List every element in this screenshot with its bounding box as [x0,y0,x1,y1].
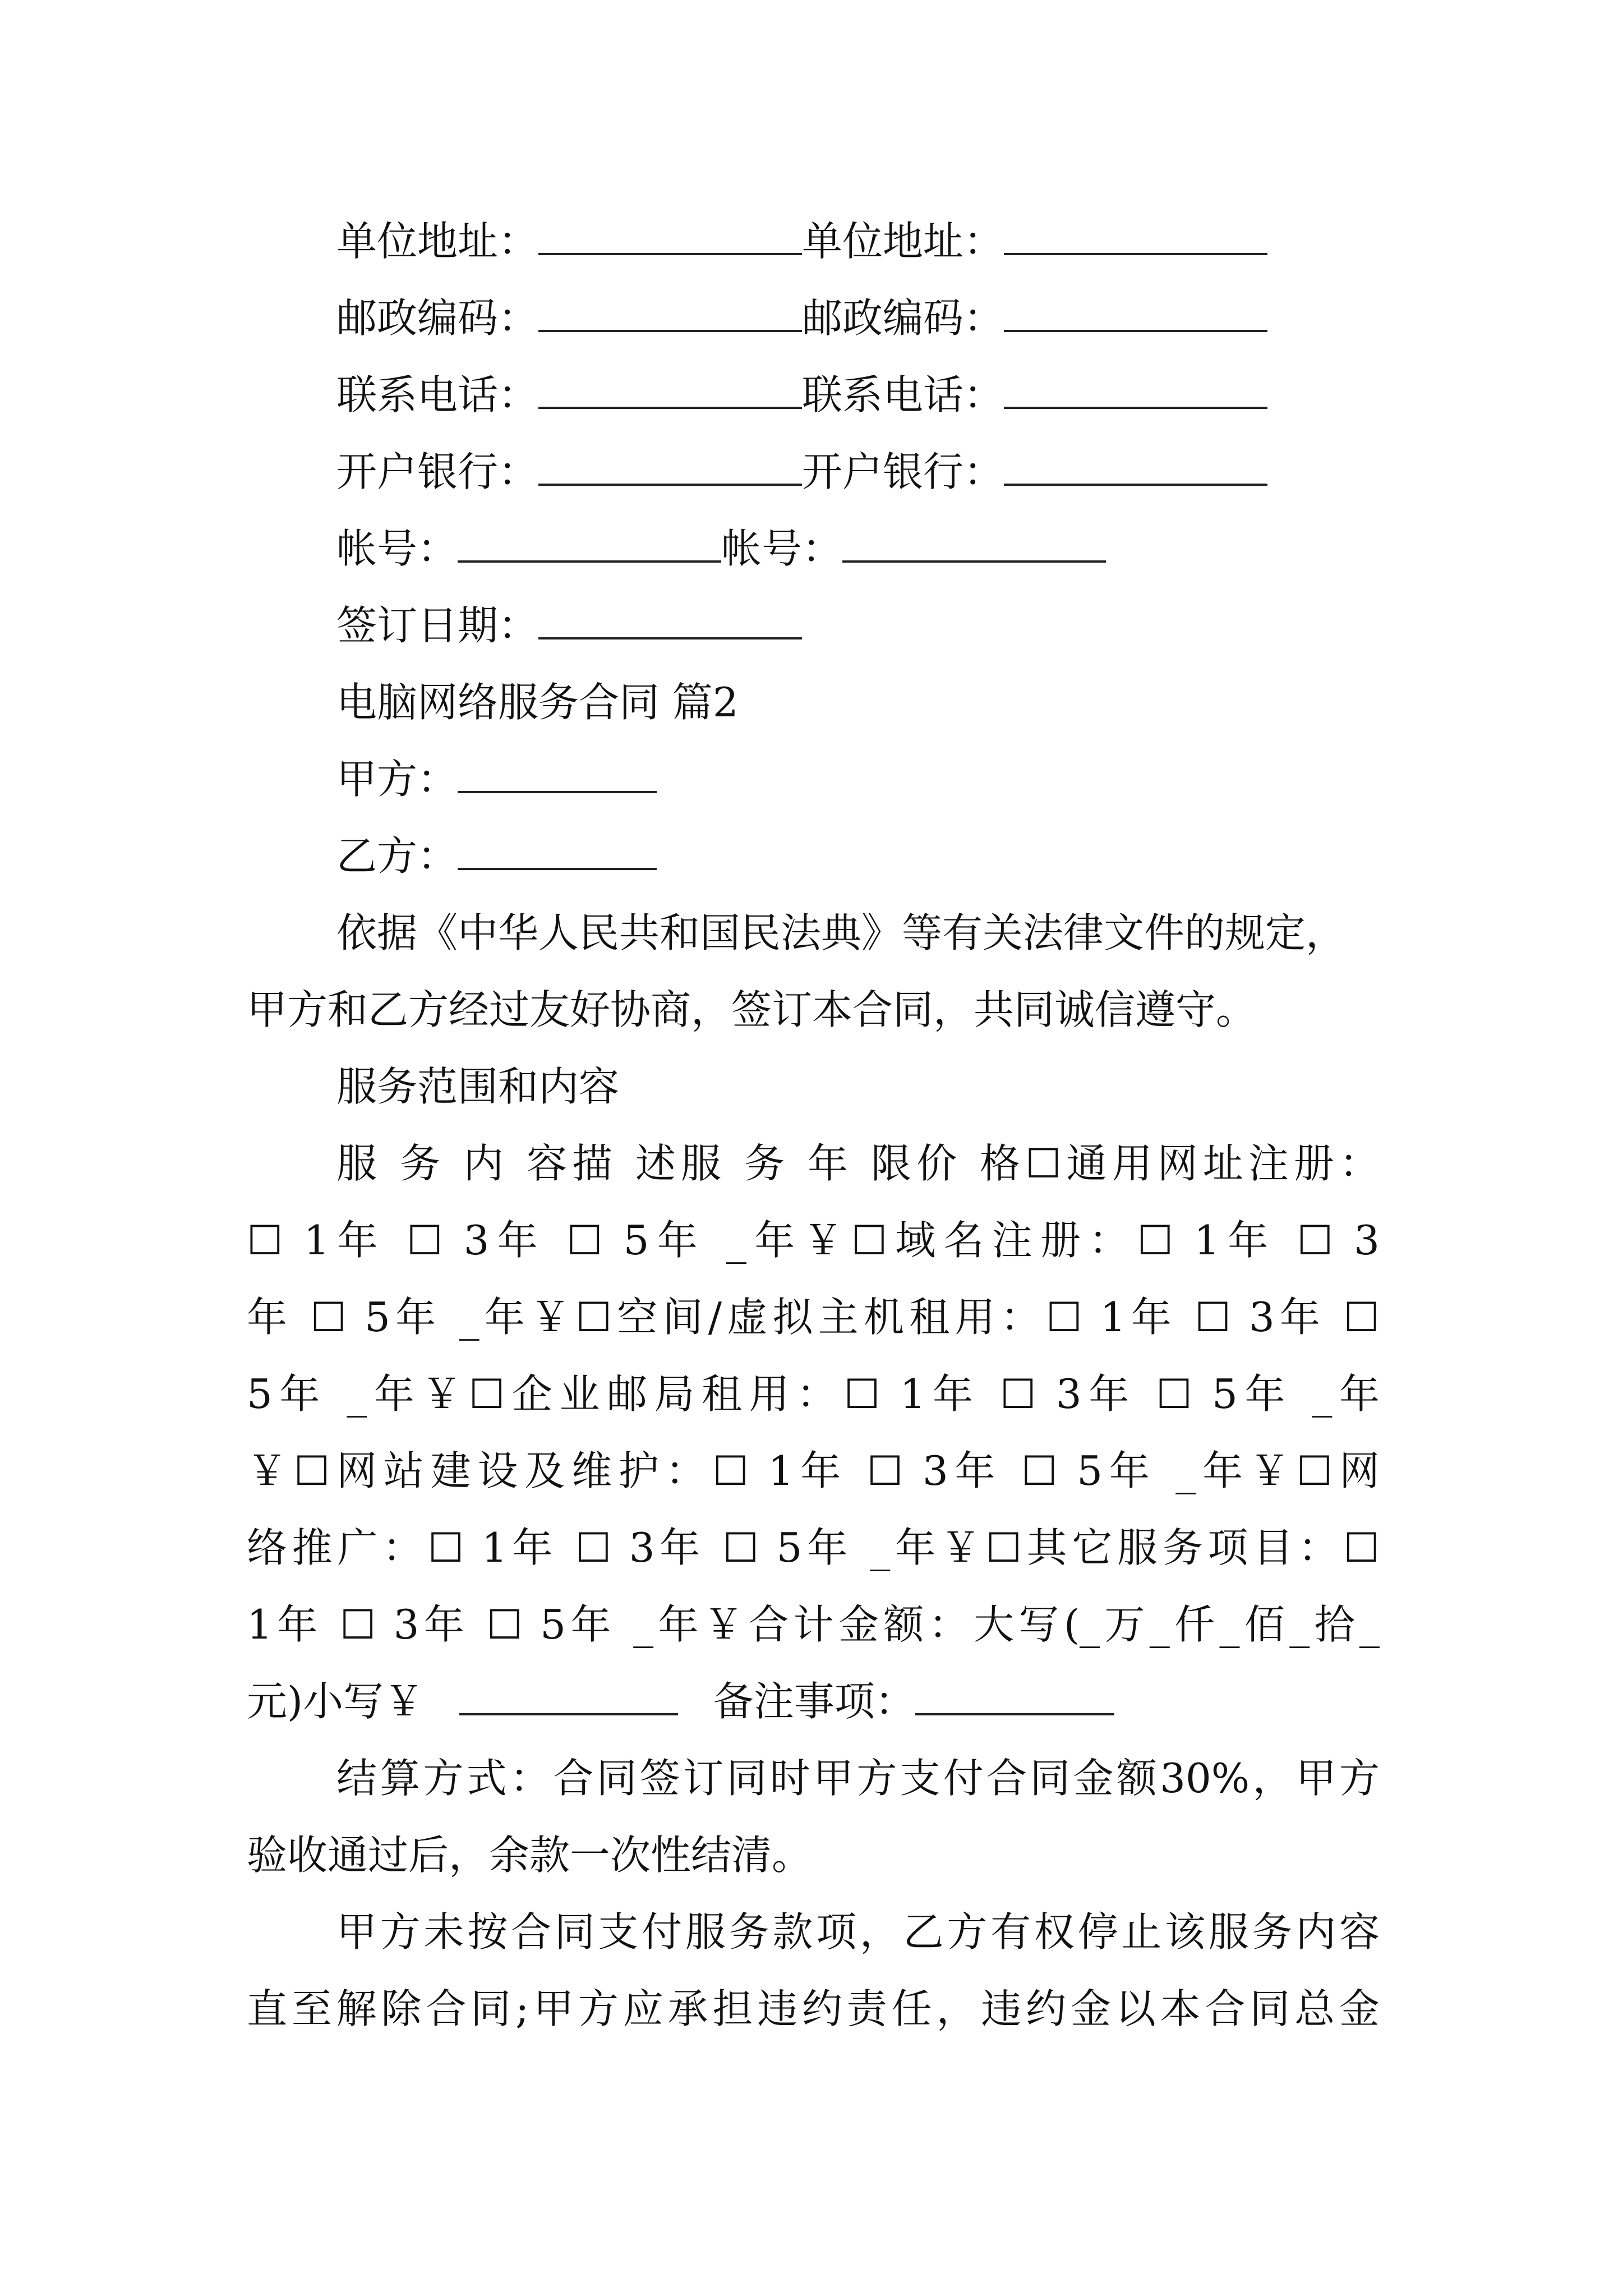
services-line-1: 服 务 内 容描 述服 务 年 限价 格☐通用网址注册： [336,1140,1380,1187]
address-blank-b [1004,220,1267,255]
party-b-row [336,828,657,884]
breach-line-2: 直至解除合同;甲方应承担违约责任，违约金以本合同总金 [247,1985,1380,2032]
services-line-4: 5年 _年￥☐企业邮局租用：☐ 1年 ☐ 3年 ☐ 5年 _年 [247,1370,1380,1418]
section-title: 电脑网络服务合同 篇2 [336,679,739,726]
address-row [336,213,1267,269]
phone-blank-b [1004,374,1267,409]
address-label-a: 单位地址： [336,218,539,265]
scope-heading: 服务范围和内容 [336,1063,620,1110]
postcode-label-b: 邮政编码： [802,295,1004,342]
amount-small-label: 元)小写￥ [247,1678,425,1725]
party-b-label: 乙方： [336,832,458,880]
sign-date-label: 签订日期： [336,602,539,649]
address-label-b: 单位地址： [802,218,1004,265]
services-line-5: ￥☐网站建设及维护：☐ 1年 ☐ 3年 ☐ 5年 _年￥☐网 [247,1447,1380,1494]
bank-blank-a [538,451,802,486]
settlement-line-1: 结算方式：合同签订同时甲方支付合同金额30%，甲方 [336,1755,1380,1802]
address-blank-a [538,220,802,255]
account-blank-a [458,528,721,563]
party-b-blank [458,835,657,870]
postcode-blank-a [538,297,802,332]
services-line-2: ☐ 1年 ☐ 3年 ☐ 5年 _年￥☐域名注册：☐ 1年 ☐ 3 [247,1217,1380,1264]
bank-label-a: 开户银行： [336,448,539,495]
party-a-blank [458,758,657,793]
party-a-row [336,751,657,807]
intro-line-2: 甲方和乙方经过友好协商，签订本合同，共同诚信遵守。 [247,986,1257,1033]
postcode-blank-b [1004,297,1267,332]
postcode-label-a: 邮政编码： [336,295,539,342]
amount-small-blank [459,1681,678,1715]
phone-label-b: 联系电话： [802,371,1004,418]
bank-blank-b [1004,451,1267,486]
account-label-a: 帐号： [336,525,458,572]
sign-date-row [336,597,802,654]
account-label-b: 帐号： [721,525,843,572]
bank-label-b: 开户银行： [802,448,1004,495]
sign-date-blank [538,605,802,639]
bank-row [336,444,1267,500]
services-line-8 [247,1673,1380,1729]
intro-line-1: 依据《中华人民共和国民法典》等有关法律文件的规定， [336,909,1347,956]
breach-line-1: 甲方未按合同支付服务款项，乙方有权停止该服务内容 [336,1908,1380,1955]
services-line-7: 1年 ☐ 3年 ☐ 5年 _年￥合计金额：大写(_万_仟_佰_拾_ [247,1601,1380,1648]
phone-row [336,367,1267,423]
services-line-3: 年 ☐ 5年 _年￥☐空间/虚拟主机租用：☐ 1年 ☐ 3年 ☐ [247,1294,1380,1341]
party-a-label: 甲方： [336,756,458,803]
postcode-row [336,290,1267,346]
account-row [336,521,1106,577]
remark-blank [915,1681,1114,1715]
phone-label-a: 联系电话： [336,371,539,418]
account-blank-b [842,528,1106,563]
remark-label: 备注事项： [713,1678,915,1725]
services-line-6: 络推广：☐ 1年 ☐ 3年 ☐ 5年 _年￥☐其它服务项目：☐ [247,1524,1380,1571]
phone-blank-a [538,374,802,409]
settlement-line-2: 验收通过后，余款一次性结清。 [247,1832,813,1879]
